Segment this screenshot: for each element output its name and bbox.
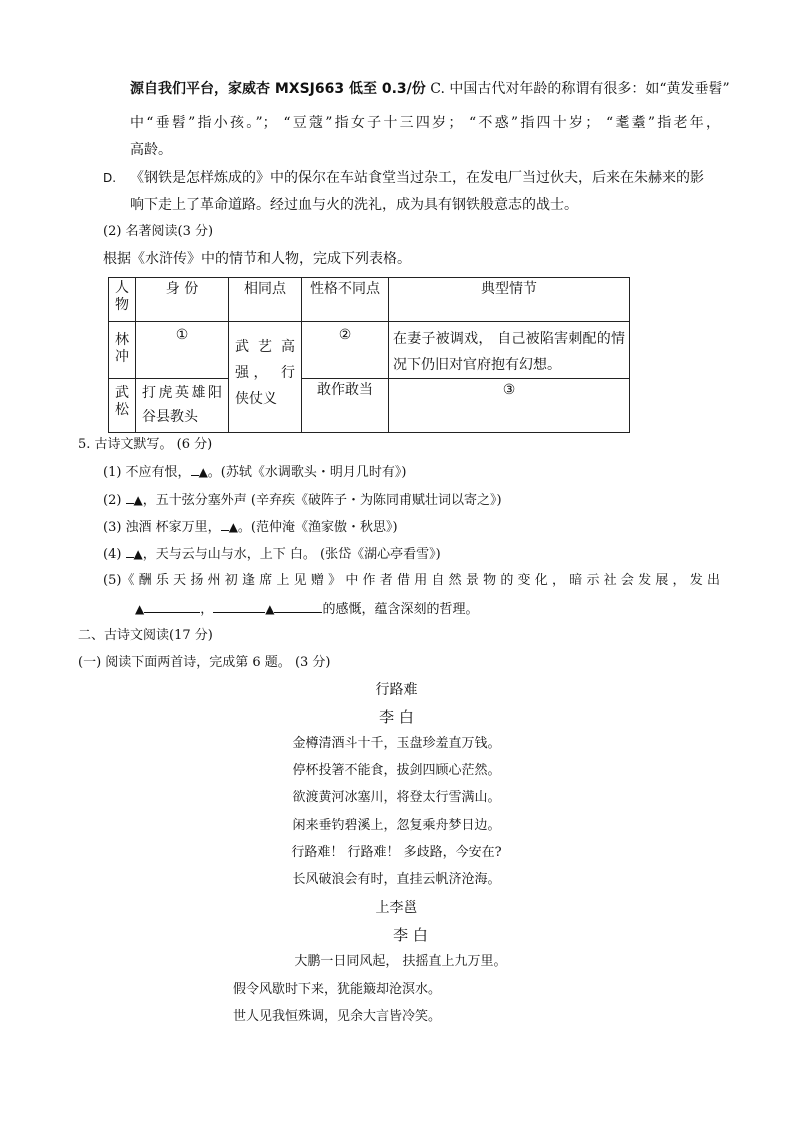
row1-name: 林冲 — [109, 322, 136, 379]
q5-item-2 — [103, 489, 502, 511]
row1-plot: 在妻子被调戏， 自己被陷害刺配的情况下仍旧对官府抱有幻想。 — [389, 322, 630, 379]
option-c-line3: 高龄。 — [130, 142, 172, 158]
q5-item-5-line1: (5)《 酬 乐 天 扬 州 初 逢 席 上 见 赠 》 中 作 者 借 用 自 然 景 物 的 变 化 ， 暗 示 社 会 发 展 ， 发 出 — [103, 573, 720, 588]
option-d-line1: 《钢铁是怎样炼成的》中的保尔在车站食堂当过杂工，在发电厂当过伙夫，后来在朱赫来的影 — [130, 170, 704, 186]
answer-blank[interactable] — [126, 489, 134, 504]
poem2-line: 假令风歇时下来，犹能簸却沧溟水。 — [233, 982, 442, 997]
q5-5-tail: 的感慨，蕴含深刻的哲理。 — [322, 602, 479, 617]
poem2-author: 李 白 — [393, 926, 428, 944]
q5-3-source: 。(范仲淹《渔家傲・秋思》) — [237, 520, 398, 535]
row2-identity: 打虎英雄阳谷县教头 — [136, 379, 229, 433]
answer-blank[interactable] — [144, 598, 200, 613]
poem1-author: 李 白 — [379, 708, 414, 726]
poem1-line: 欲渡黄河冰塞川，将登太行雪满山。 — [292, 790, 501, 805]
q5-item-5-line2 — [135, 598, 479, 620]
triangle-icon: ▲ — [265, 602, 275, 616]
same-point: 武 艺 高 强， 行侠仗义 — [229, 322, 302, 433]
poem2-title: 上李邕 — [375, 900, 418, 916]
table-header-row — [109, 278, 630, 322]
q5-4-source: ，天与云与山与水，上下 白。 (张岱《湖心亭看雪》) — [142, 547, 441, 562]
poem1-line: 长风破浪会有时，直挂云帆济沧海。 — [292, 872, 501, 887]
triangle-icon: ▲ — [133, 493, 143, 507]
option-d-line2: 响下走上了革命道路。经过血与火的洗礼，成为具有钢铁般意志的战士。 — [130, 197, 578, 213]
option-c-text: C. 中国古代对年龄的称谓有很多：如“黄发垂髫” — [430, 81, 730, 97]
poem2-line: 大鹏一日同风起， 扶摇直上九万里。 — [294, 954, 507, 969]
q5-2-source: ，五十弦分塞外声 (辛弃疾《破阵子・为陈同甫赋壮词以寄之》) — [142, 493, 502, 508]
comma: ， — [200, 602, 214, 617]
q5-4-label: (4) — [103, 547, 126, 562]
row2-name: 武松 — [109, 379, 136, 433]
option-c-line1 — [130, 79, 730, 99]
row2-plot: ③ — [389, 379, 630, 433]
poem1-line: 行路难！ 行路难！ 多歧路，今安在? — [291, 845, 502, 860]
q5-item-3 — [103, 516, 398, 538]
table-row — [109, 379, 630, 433]
poem1-line: 停杯投箸不能食，拔剑四顾心茫然。 — [292, 763, 501, 778]
triangle-icon: ▲ — [133, 547, 143, 561]
table-row — [109, 322, 630, 379]
q4-2-title: (2) 名著阅读(3 分) — [103, 224, 214, 239]
poem2-line: 世人见我恒殊调，见余大言皆冷笑。 — [233, 1009, 442, 1024]
header-plot: 典型情节 — [389, 278, 630, 322]
header-identity: 身 份 — [136, 278, 229, 322]
q5-2-label: (2) — [103, 493, 126, 508]
option-c-line2: 中“垂髫”指小孩。”； “豆蔻”指女子十三四岁； “不惑”指四十岁； “耄耋”指老年， — [130, 115, 720, 131]
q5-1-text: (1) 不应有恨， — [103, 465, 191, 480]
row2-diff: 敢作敢当 — [302, 379, 389, 433]
answer-blank[interactable] — [213, 598, 265, 613]
row1-identity: ① — [136, 322, 229, 379]
q5-item-1 — [103, 461, 406, 483]
answer-blank[interactable] — [221, 516, 229, 531]
header-person: 人物 — [109, 278, 136, 322]
row1-diff: ② — [302, 322, 389, 379]
watermark-text: 源自我们平台，家威杏 MXSJ663 低至 0.3/份 — [130, 81, 426, 97]
triangle-icon: ▲ — [198, 465, 208, 479]
q5-3-text: (3) 浊酒 杯家万里， — [103, 520, 221, 535]
q5-1-source: 。(苏轼《水调歌头・明月几时有》) — [207, 465, 407, 480]
answer-blank[interactable] — [274, 598, 322, 613]
poem1-line: 闲来垂钓碧溪上，忽复乘舟梦日边。 — [292, 818, 501, 833]
q4-2-instruction: 根据《水浒传》中的情节和人物，完成下列表格。 — [103, 251, 411, 267]
section2-title: 二、古诗文阅读(17 分) — [78, 628, 213, 643]
header-same: 相同点 — [229, 278, 302, 322]
poem1-line: 金樽清酒斗十千，玉盘珍羞直万钱。 — [292, 736, 501, 751]
header-diff: 性格不同点 — [302, 278, 389, 322]
q5-title: 5. 古诗文默写。 (6 分) — [78, 437, 213, 452]
answer-blank[interactable] — [126, 543, 134, 558]
q5-item-4 — [103, 543, 441, 565]
triangle-icon: ▲ — [135, 602, 145, 616]
poem1-title: 行路难 — [375, 682, 418, 698]
triangle-icon: ▲ — [228, 520, 238, 534]
answer-blank[interactable] — [191, 461, 199, 476]
option-d-label: D. — [103, 171, 117, 185]
shuihu-table — [108, 277, 630, 433]
section2-part1-title: (一) 阅读下面两首诗，完成第 6 题。 (3 分) — [78, 655, 331, 670]
